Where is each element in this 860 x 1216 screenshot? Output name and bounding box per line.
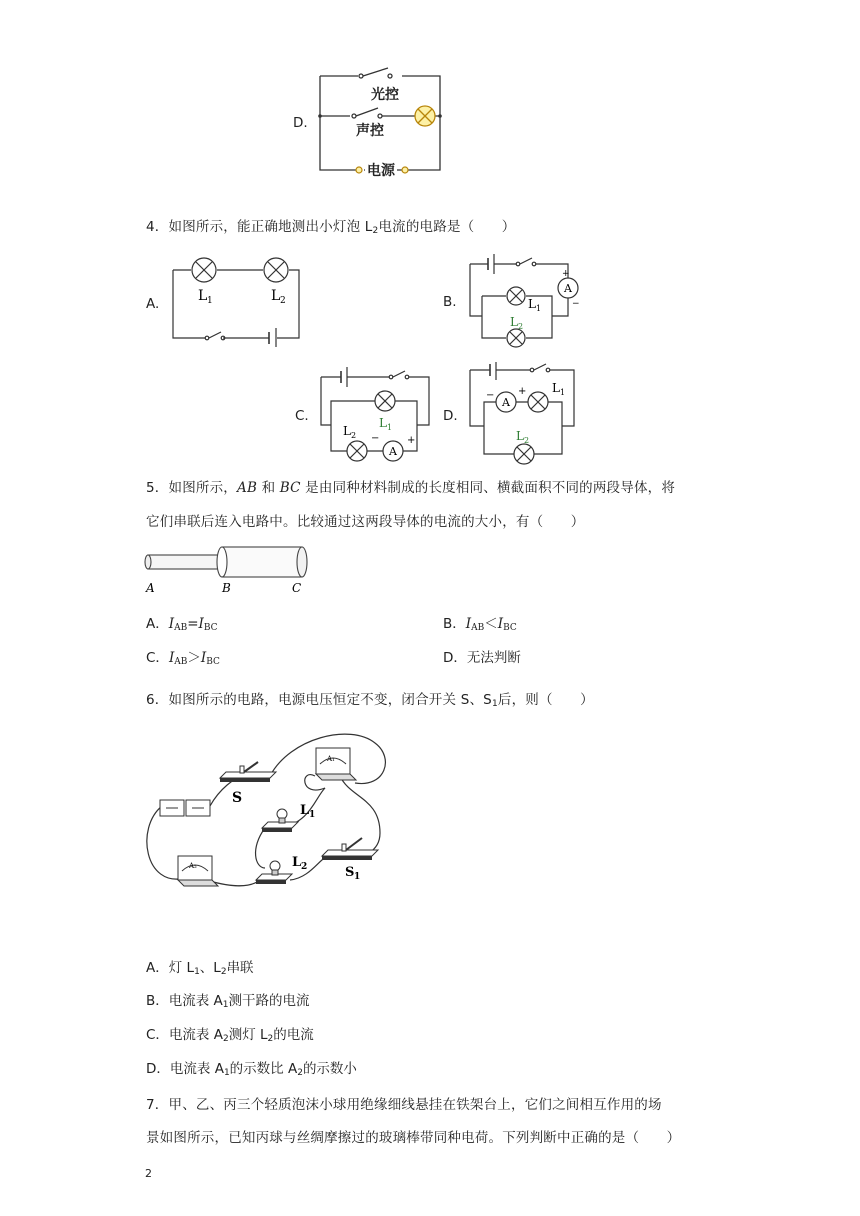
- q4-stem: 4．如图所示，能正确地测出小灯泡 $L_2$电流的电路是（ ）: [146, 219, 516, 236]
- svg-text:2: 2: [524, 436, 530, 445]
- svg-text:1: 1: [536, 304, 542, 313]
- svg-text:1: 1: [560, 388, 566, 397]
- q6-lamp-l2-icon: [256, 861, 292, 884]
- q6-lamp-l1-icon: [262, 809, 298, 832]
- q3-sound-control-label: 声控: [356, 123, 384, 139]
- svg-text:L: L: [516, 429, 524, 443]
- svg-text:+: +: [562, 269, 570, 279]
- svg-text:L: L: [528, 297, 536, 311]
- svg-text:L: L: [343, 424, 351, 438]
- q3-lamp-icon: [415, 106, 435, 126]
- svg-text:L: L: [552, 381, 560, 395]
- q6-option-b[interactable]: B．电流表 $A_1$测干路的电流: [146, 993, 310, 1010]
- q5-option-d[interactable]: D．无法判断: [443, 650, 521, 666]
- svg-text:2: 2: [518, 322, 524, 331]
- svg-text:2: 2: [280, 296, 286, 306]
- svg-text:−: −: [572, 299, 580, 309]
- q6-physical-circuit-figure: [140, 728, 405, 898]
- svg-text:A: A: [502, 396, 510, 409]
- svg-text:A₂: A₂: [189, 862, 197, 870]
- q4-b-circuit-diagram: [462, 254, 587, 354]
- q4-a-circuit-diagram: [165, 252, 310, 347]
- q6-label-l1: L: [300, 803, 310, 818]
- q5-option-c[interactable]: C．$I_{AB}>I_{BC}$: [146, 650, 220, 667]
- q6-option-a[interactable]: A．灯 $L_1$、$L_2$串联: [146, 960, 254, 977]
- q6-switch-s: [220, 762, 276, 782]
- q7-stem-line1: 7．甲、乙、丙三个轻质泡沫小球用绝缘细线悬挂在铁架台上，它们之间相互作用的场: [146, 1097, 662, 1113]
- svg-text:1: 1: [354, 872, 361, 882]
- q6-option-d[interactable]: D．电流表 $A_1$的示数比 $A_2$的示数小: [146, 1061, 357, 1078]
- svg-text:L: L: [379, 416, 387, 430]
- q5-stem-line2: 它们串联后连入电路中。比较通过这两段导体的电流的大小，有（ ）: [146, 514, 585, 530]
- svg-text:1: 1: [207, 296, 213, 306]
- svg-text:A: A: [389, 445, 397, 458]
- q4-option-d-label: D.: [443, 408, 458, 424]
- q6-ammeter-a1-icon: [316, 748, 356, 780]
- svg-text:2: 2: [351, 431, 357, 440]
- q5-point-a: A: [146, 581, 155, 595]
- q6-label-l2: L: [292, 855, 302, 870]
- page-number: 2: [145, 1167, 152, 1180]
- q4-option-a-label: A.: [146, 296, 160, 312]
- q4-option-b-label: B.: [443, 294, 457, 310]
- q3-light-control-label: 光控: [371, 87, 399, 103]
- q6-stem: 6．如图所示的电路，电源电压恒定不变，闭合开关 S、$S_1$后，则（ ）: [146, 692, 594, 709]
- svg-text:1: 1: [309, 810, 316, 820]
- q5-conductor-figure: [140, 542, 315, 597]
- svg-text:L: L: [271, 288, 281, 304]
- q6-label-s1: S: [345, 865, 355, 880]
- q5-point-b: B: [222, 581, 231, 595]
- svg-text:L: L: [510, 315, 518, 329]
- q6-option-c[interactable]: C．电流表 $A_2$测灯 $L_2$的电流: [146, 1027, 314, 1044]
- q6-ammeter-a2-icon: [178, 856, 218, 886]
- q7-stem-line2: 景如图所示，已知丙球与丝绸摩擦过的玻璃棒带同种电荷。下列判断中正确的是（ ）: [146, 1130, 681, 1146]
- q4-option-c-label: C.: [295, 408, 309, 424]
- q4-c-circuit-diagram: [313, 365, 438, 470]
- q6-label-s: S: [232, 790, 243, 806]
- q5-option-b[interactable]: B．$I_{AB}<I_{BC}$: [443, 616, 517, 633]
- svg-text:2: 2: [301, 862, 308, 872]
- svg-text:L: L: [198, 288, 208, 304]
- q6-switch-s1: [322, 838, 378, 860]
- q3-power-label: 电源: [365, 160, 397, 180]
- svg-text:−: −: [371, 433, 380, 444]
- svg-text:+: +: [518, 386, 527, 397]
- q3-option-d-label: D.: [293, 115, 308, 131]
- q5-stem-line1: 5．如图所示，AB 和 BC 是由同种材料制成的长度相同、横截面积不同的两段导体，将: [146, 480, 676, 496]
- q4-d-circuit-diagram: [462, 362, 587, 472]
- q5-option-a[interactable]: A．$I_{AB}=I_{BC}$: [146, 616, 218, 633]
- svg-text:1: 1: [387, 423, 393, 432]
- svg-text:A₁: A₁: [327, 755, 335, 763]
- svg-text:A: A: [564, 282, 572, 295]
- svg-text:+: +: [407, 435, 416, 446]
- svg-text:−: −: [486, 390, 495, 401]
- q5-point-c: C: [292, 581, 302, 595]
